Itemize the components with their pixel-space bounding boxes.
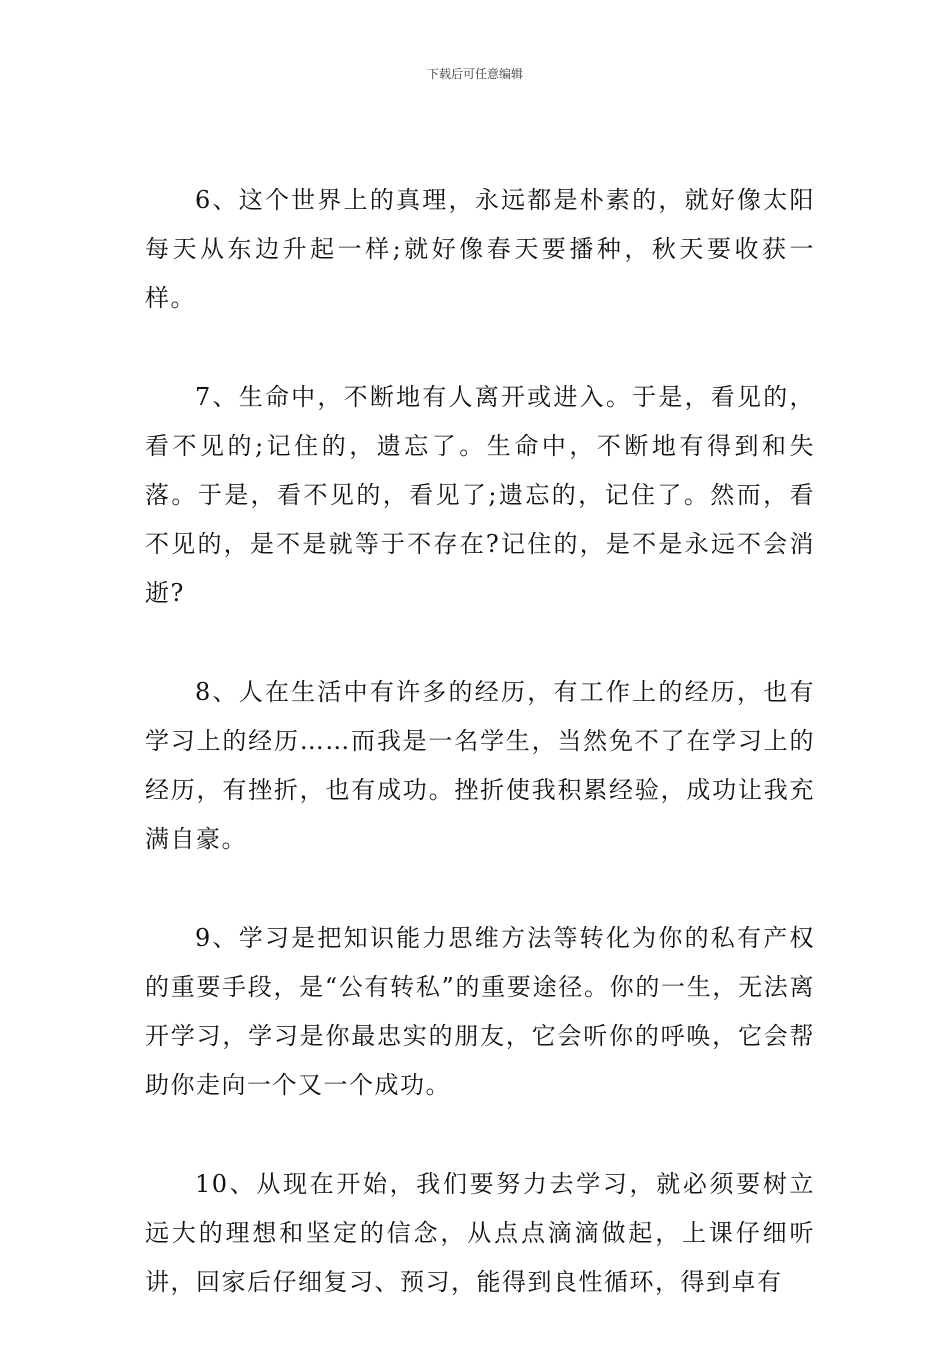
paragraph-7: 7、生命中，不断地有人离开或进入。于是，看见的，看不见的;记住的，遗忘了。生命中，不断地有得到和失落。于是，看不见的，看见了;遗忘的，记住了。然而，看不见的，是不是就等于不存在?记住的，是不是永远不会消逝? — [145, 383, 815, 607]
page-header-note: 下载后可任意编辑 — [426, 67, 523, 81]
paragraph-9: 9、学习是把知识能力思维方法等转化为你的私有产权的重要手段，是“公有转私”的重要途径。你的一生，无法离开学习，学习是你最忠实的朋友，它会听你的呼唤，它会帮助你走向一个又一个成功。 — [145, 924, 815, 1099]
paragraph-8: 8、人在生活中有许多的经历，有工作上的经历，也有学习上的经历……而我是一名学生，当然免不了在学习上的经历，有挫折，也有成功。挫折使我积累经验，成功让我充满自豪。 — [145, 678, 815, 853]
paragraph-10: 10、从现在开始，我们要努力去学习，就必须要树立远大的理想和坚定的信念，从点点滴滴做起，上课仔细听讲，回家后仔细复习、预习，能得到良性循环，得到卓有 — [145, 1170, 815, 1296]
paragraph-6: 6、这个世界上的真理，永远都是朴素的，就好像太阳每天从东边升起一样;就好像春天要播种，秋天要收获一样。 — [145, 186, 815, 312]
document-body — [145, 176, 815, 1357]
